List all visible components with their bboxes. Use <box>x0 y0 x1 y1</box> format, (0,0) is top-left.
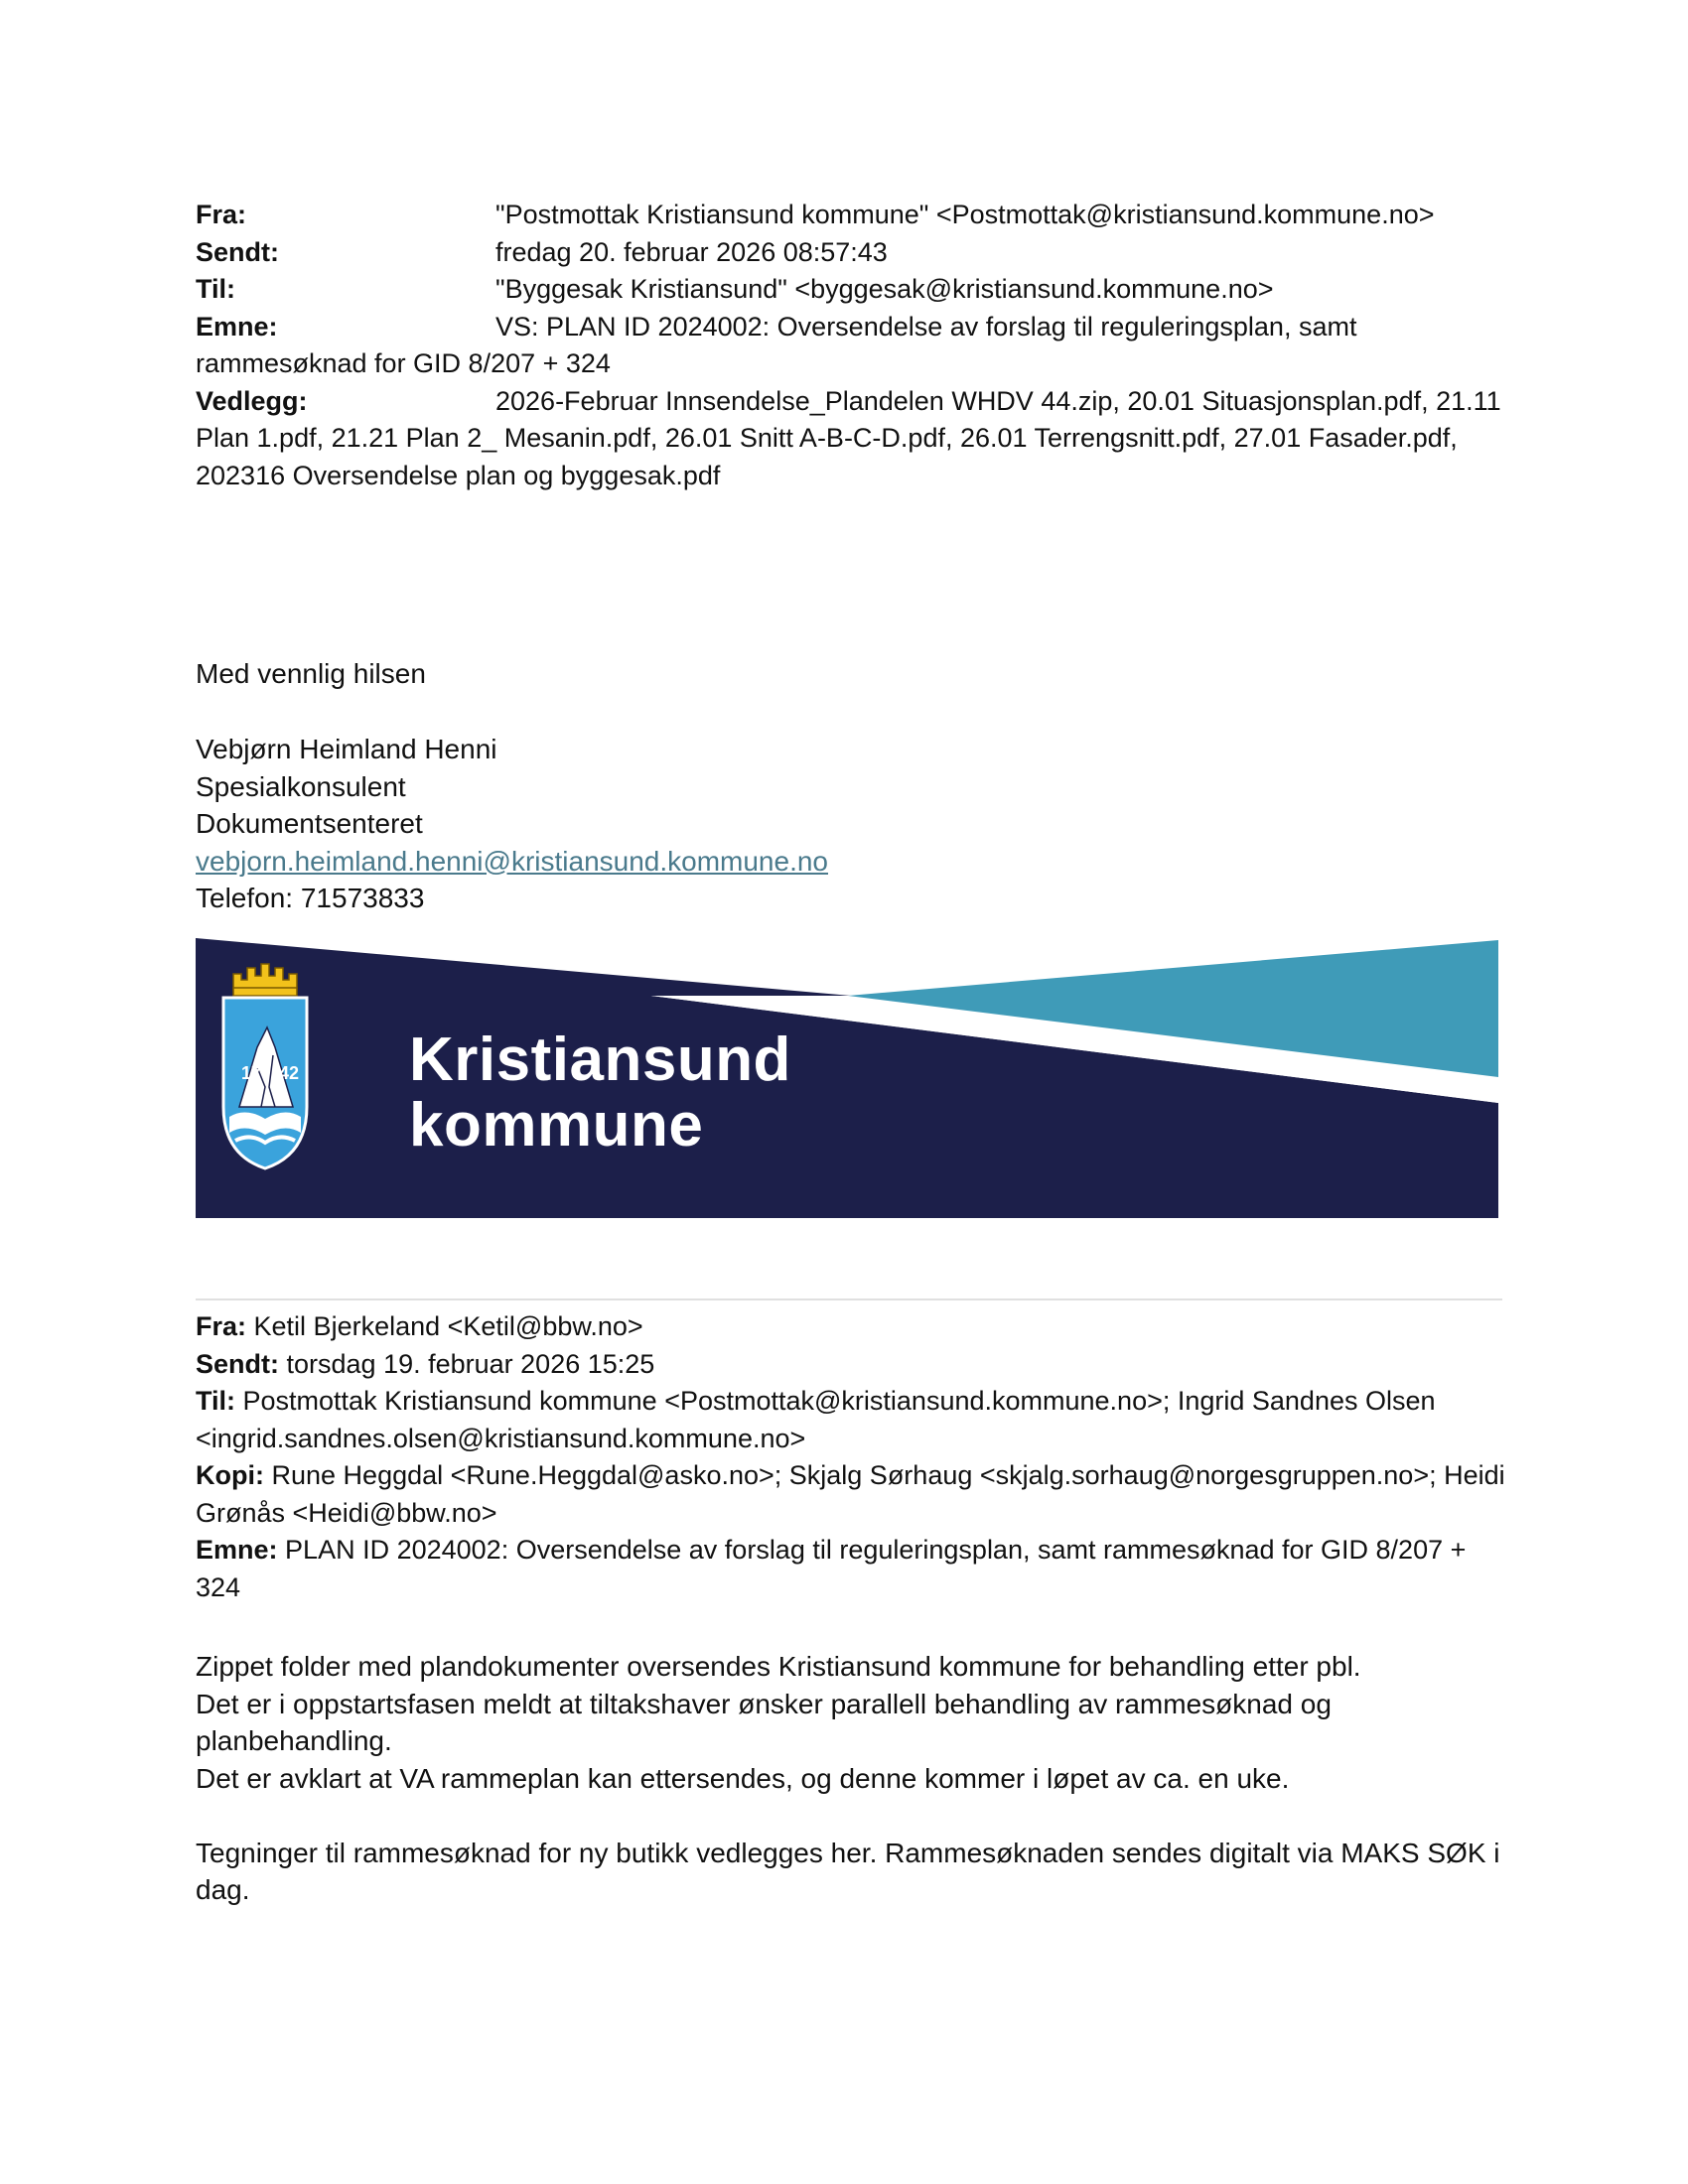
banner-graphic <box>196 938 1498 1218</box>
header-from-label: Fra: <box>196 200 247 229</box>
header-to-label: Til: <box>196 274 235 304</box>
header-from-value: "Postmottak Kristiansund kommune" <Postmottak@kristiansund.kommune.no> <box>495 200 1435 229</box>
fwd-subject-value: PLAN ID 2024002: Oversendelse av forslag til reguleringsplan, samt rammesøknad for GID 8/207 + 324 <box>196 1535 1467 1602</box>
brand-line-1: Kristiansund <box>409 1025 791 1094</box>
fwd-sent-row <box>196 1346 1506 1384</box>
email-header <box>196 197 1526 494</box>
brand-line-2: kommune <box>409 1091 704 1160</box>
fwd-to-row <box>196 1383 1506 1457</box>
signature-block <box>196 731 828 917</box>
body-line-1: Zippet folder med plandokumenter oversendes Kristiansund kommune for behandling etter pbl. <box>196 1651 1361 1682</box>
header-attachments-value: 2026-Februar Innsendelse_Plandelen WHDV 44.zip, 20.01 Situasjonsplan.pdf, 21.11 Plan 1.pdf, 21.21 Plan 2_ Mesanin.pdf, 26.01 Snitt A-B-C-D.pdf, 26.01 Terrengsnitt.pdf, 27.01 Fasader.pdf, 202316 Oversendelse plan og byggesak.pdf <box>196 385 1501 490</box>
signature-title: Spesialkonsulent <box>196 770 406 802</box>
fwd-from-row <box>196 1308 1506 1346</box>
fwd-cc-row <box>196 1457 1506 1532</box>
body-paragraph-2: Tegninger til rammesøknad for ny butikk vedlegges her. Rammesøknaden sendes digitalt via MAKS SØK i dag. <box>196 1837 1500 1905</box>
forwarded-header <box>196 1308 1506 1606</box>
header-subject-label: Emne: <box>196 311 278 341</box>
header-attachments-row <box>196 383 1526 495</box>
fwd-sent-label: Sendt: <box>196 1348 279 1379</box>
email-body <box>196 1648 1516 1946</box>
header-to-value: "Byggesak Kristiansund" <byggesak@kristiansund.kommune.no> <box>495 274 1274 304</box>
fwd-cc-label: Kopi: <box>196 1460 264 1490</box>
header-sent-row <box>196 234 1526 272</box>
shield-year-left: 17 <box>241 1063 262 1083</box>
fwd-to-value: Postmottak Kristiansund kommune <Postmottak@kristiansund.kommune.no>; Ingrid Sandnes Olsen <ingrid.sandnes.olsen@kristiansund.kommune.no> <box>196 1386 1436 1453</box>
body-line-3: Det er avklart at VA rammeplan kan ettersendes, og denne kommer i løpet av ca. en uke. <box>196 1762 1290 1794</box>
fwd-subject-row <box>196 1532 1506 1606</box>
fwd-cc-value: Rune Heggdal <Rune.Heggdal@asko.no>; Skjalg Sørhaug <skjalg.sorhaug@norgesgruppen.no>; Heidi Grønås <Heidi@bbw.no> <box>196 1460 1505 1528</box>
shield-year-right: 42 <box>279 1063 300 1083</box>
header-subject-row <box>196 309 1526 383</box>
body-paragraph-1 <box>196 1648 1516 1797</box>
signature-email-link[interactable]: vebjorn.heimland.henni@kristiansund.kommune.no <box>196 845 828 877</box>
brand-wordmark <box>409 1027 791 1159</box>
fwd-from-label: Fra: <box>196 1311 247 1341</box>
header-attachments-label: Vedlegg: <box>196 385 308 416</box>
kommune-banner <box>196 938 1498 1218</box>
header-subject-value: VS: PLAN ID 2024002: Oversendelse av forslag til reguleringsplan, samt rammesøknad for GID 8/207 + 324 <box>196 311 1357 378</box>
signature-name: Vebjørn Heimland Henni <box>196 734 497 764</box>
signature-phone: Telefon: 71573833 <box>196 883 425 913</box>
header-sent-label: Sendt: <box>196 236 279 267</box>
signature-department: Dokumentsenteret <box>196 808 423 839</box>
section-divider <box>196 1298 1502 1300</box>
header-sent-value: fredag 20. februar 2026 08:57:43 <box>495 236 888 267</box>
body-line-2: Det er i oppstartsfasen meldt at tiltakshaver ønsker parallell behandling av rammesøknad og planbehandling. <box>196 1688 1332 1756</box>
fwd-to-label: Til: <box>196 1386 235 1416</box>
signature-greeting: Med vennlig hilsen <box>196 658 426 689</box>
header-to-row <box>196 271 1526 309</box>
fwd-from-value: Ketil Bjerkeland <Ketil@bbw.no> <box>253 1311 643 1341</box>
header-from-row <box>196 197 1526 234</box>
fwd-sent-value: torsdag 19. februar 2026 15:25 <box>286 1348 655 1379</box>
fwd-subject-label: Emne: <box>196 1535 278 1565</box>
